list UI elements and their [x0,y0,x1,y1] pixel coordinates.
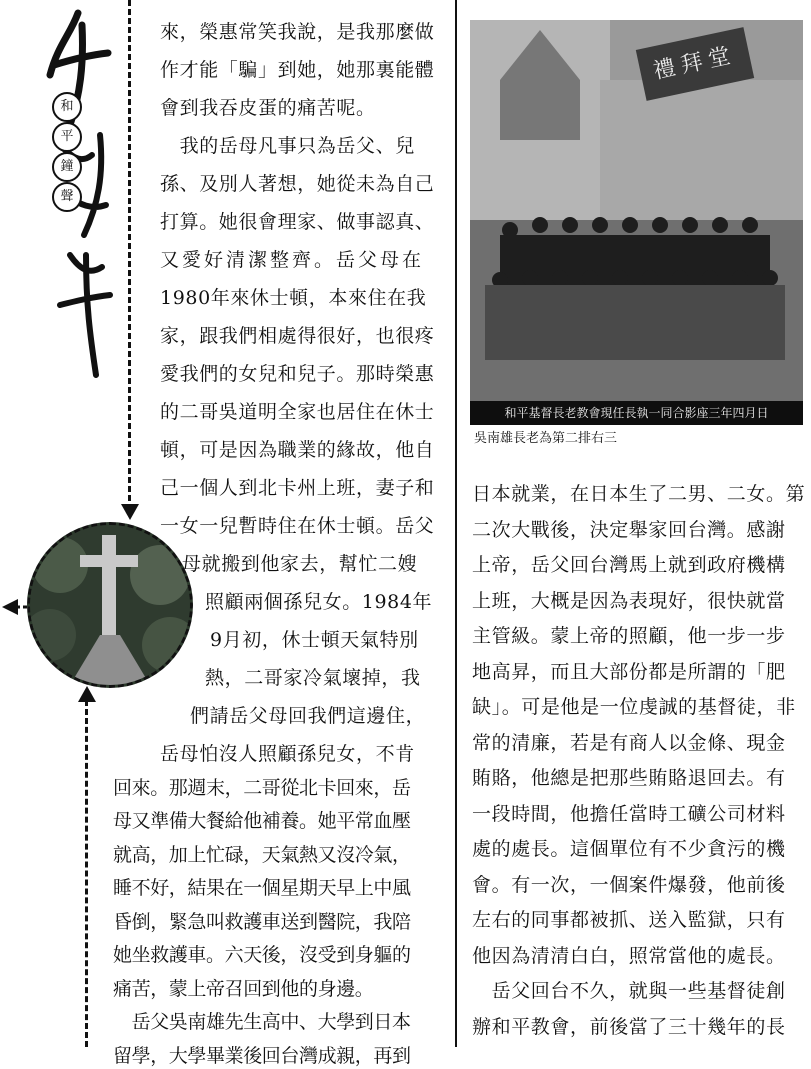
dashed-guide-line [128,0,131,510]
text-line: 熱，二哥家冷氣壞掉，我 [205,667,421,689]
text-line: 就高，加上忙碌，天氣熱又沒冷氣， [113,843,411,866]
text-line: 她坐救護車。六天後，沒受到身軀的 [113,944,411,966]
text-line: 岳母怕沒人照顧孫兒女，不肯 [160,743,415,765]
text-line: 的二哥吳道明全家也居住在休士 [160,401,435,423]
text-line: 岳父回台不久，就與一些基督徒創 [472,980,786,1002]
text-line: 日本就業，在日本生了二男、二女。第 [472,483,806,505]
text-line: 頓，可是因為職業的緣故，他自 [160,439,435,461]
text-line: 睡不好，結果在一個星期天早上中風 [113,877,411,899]
text-line: 上帝，岳父回台灣馬上就到政府機構 [472,554,786,576]
text-line: 己一個人到北卡州上班，妻子和 [160,477,435,499]
church-cross-image [27,522,193,688]
text-line: 左右的同事都被抓、送入監獄，只有 [472,909,786,931]
arrow-up-icon [76,684,98,706]
text-line: 9月初，休士頓天氣特別 [210,629,419,651]
text-line: 我的岳母凡事只為岳父、兒 [160,135,415,157]
seal-char: 聲 [52,182,82,212]
text-line: 一女一兒暫時住在休士頓。岳父 [160,515,435,537]
text-line: 來，榮惠常笑我說，是我那麼做 [160,21,435,43]
text-line: 照顧兩個孫兒女。1984年 [205,591,433,613]
photo-caption: 吳南雄長老為第二排右三 [474,431,618,446]
text-line: 昏倒，緊急叫救護車送到醫院，我陪 [113,910,411,933]
group-photo [470,20,803,425]
text-line: 1980年來休士頓，本來住在我 [160,287,427,309]
text-line: 缺」。可是他是一位虔誠的基督徒，非 [472,696,796,718]
text-line: 母就搬到他家去，幫忙二嫂 [182,553,418,575]
text-line: 上班，大概是因為表現好，很快就當 [472,589,786,612]
text-line: 會。有一次，一個案件爆發，他前後 [472,873,786,896]
text-line: 常的清廉，若是有商人以金條、現金 [472,731,786,754]
text-line: 二次大戰後，決定舉家回台灣。感謝 [472,518,786,541]
text-line: 留學，大學畢業後回台灣成親，再到 [113,1044,411,1067]
text-line: 愛我們的女兒和兒子。那時榮惠 [160,363,435,385]
text-line: 母又準備大餐給他補養。她平常血壓 [113,810,411,832]
text-line: 地高昇，而且大部份都是所謂的「肥 [472,660,786,683]
church-plaque: 禮拜堂 [636,27,754,101]
text-line: 處的處長。這個單位有不少貪污的機 [472,838,786,860]
text-line: 辦和平教會，前後當了三十幾年的長 [472,1015,786,1038]
column-divider [455,0,457,1047]
text-line: 會到我吞皮蛋的痛苦呢。 [160,97,376,119]
seal-char: 鐘 [52,152,82,182]
text-line: 家，跟我們相處得很好，也很疼 [160,325,435,347]
text-line: 痛苦，蒙上帝召回到他的身邊。 [113,977,374,1000]
text-line: 岳父吳南雄先生高中、大學到日本 [113,1011,411,1033]
text-line: 作才能「騙」到她，她那裏能體 [160,59,435,81]
text-line: 孫、及別人著想，她從未為自己 [160,173,435,195]
arrow-left-icon [0,596,30,618]
text-line: 回來。那週末，二哥從北卡回來，岳 [113,776,411,799]
dashed-guide-line [85,700,88,1047]
seal-char: 平 [52,122,82,152]
cross-icon [30,525,190,685]
text-line: 他因為清清白白，照常當他的處長。 [472,944,786,967]
text-line: 主管級。蒙上帝的照顧，他一步一步 [472,625,786,647]
text-line: 們請岳父母回我們這邊住， [190,705,426,727]
text-line: 又愛好清潔整齊。岳父母在 [160,249,425,271]
text-line: 打算。她很會理家、做事認真、 [160,211,435,233]
photo-banner: 和平基督長老教會現任長執一同合影座三年四月日 [470,401,803,425]
arrow-down-icon [119,500,141,522]
text-line: 一段時間，他擔任當時工礦公司材料 [472,802,786,825]
text-line: 賄賂，他總是把那些賄賂退回去。有 [472,767,786,789]
seal-char: 和 [52,92,82,122]
